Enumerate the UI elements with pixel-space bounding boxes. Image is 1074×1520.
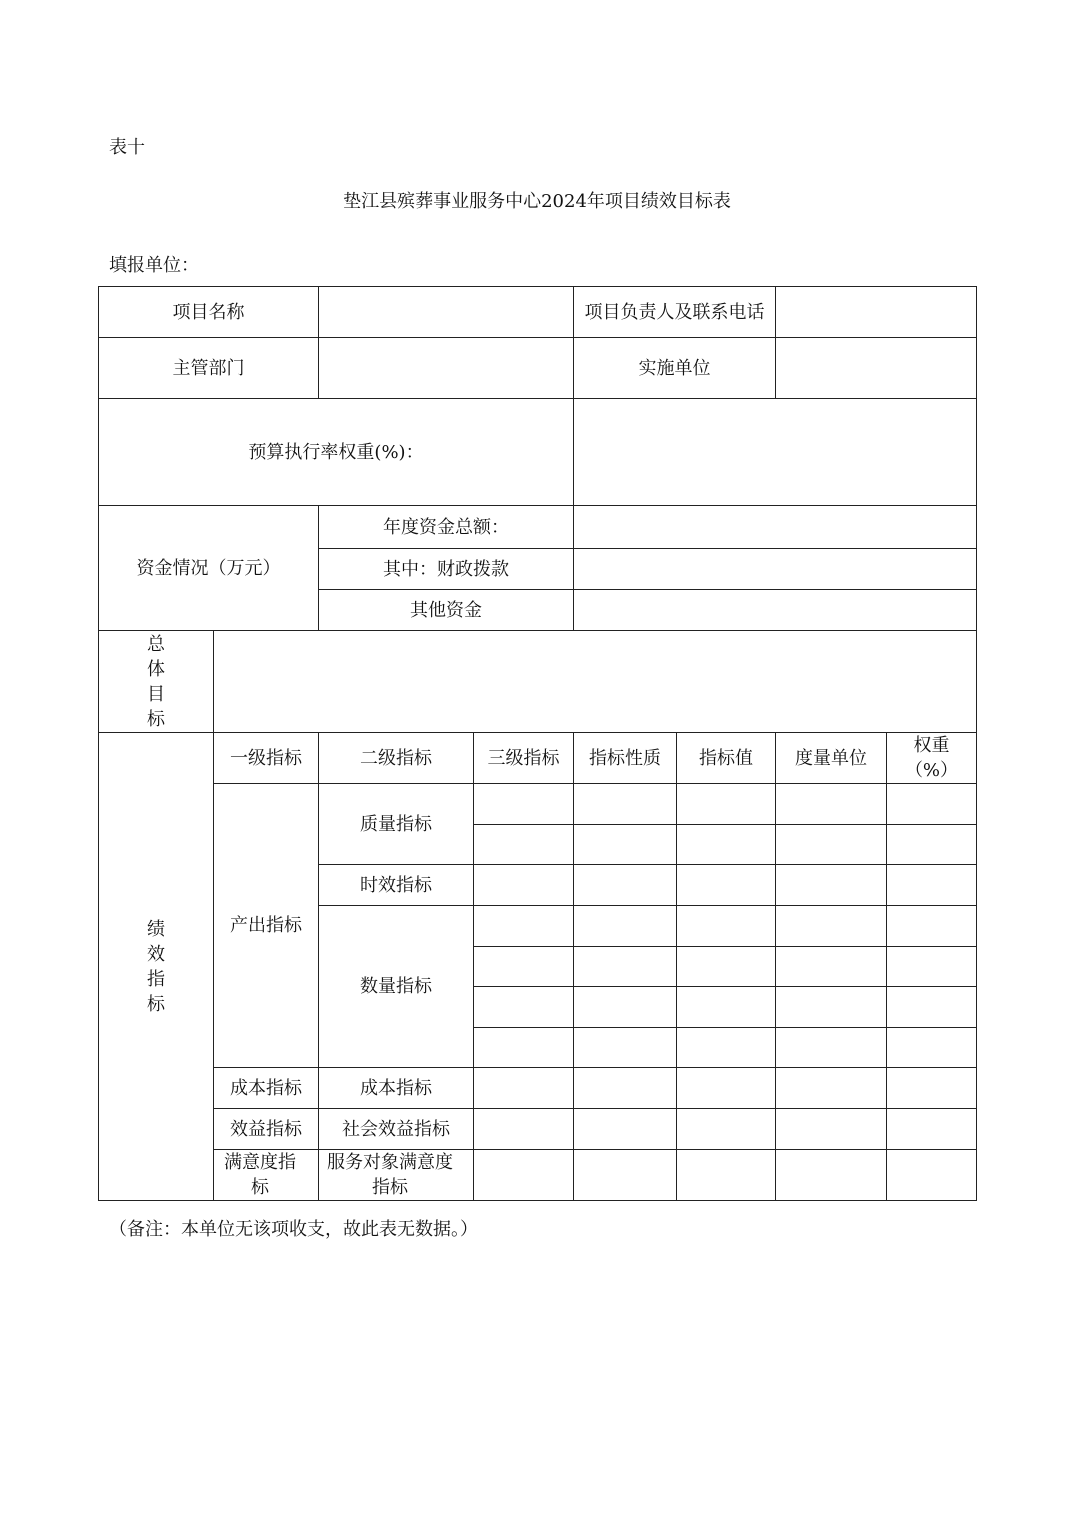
funds-fiscal-label: 其中：财政拨款	[319, 549, 574, 590]
cell[interactable]	[574, 784, 677, 825]
level1-satisfaction-text: 满意度指标	[224, 1152, 296, 1198]
cell[interactable]	[474, 865, 574, 906]
level2-service-satisfaction-text: 服务对象满意度指标	[327, 1152, 453, 1198]
filler-unit-label: 填报单位：	[109, 255, 199, 276]
funds-other-value[interactable]	[574, 590, 977, 631]
cell[interactable]	[887, 947, 977, 987]
cell[interactable]	[574, 1028, 677, 1068]
cell[interactable]	[474, 1109, 574, 1150]
level2-cost: 成本指标	[319, 1068, 474, 1109]
impl-unit-value[interactable]	[776, 338, 977, 399]
cell[interactable]	[776, 784, 887, 825]
indicators-section-label-text: 绩效指标	[146, 918, 165, 1015]
cell[interactable]	[677, 987, 776, 1028]
remark-note: （备注：本单位无该项收支，故此表无数据。）	[109, 1219, 478, 1240]
header-weight-text: 权重（%）	[904, 735, 959, 781]
header-level1: 一级指标	[214, 733, 319, 784]
cell[interactable]	[474, 784, 574, 825]
overall-goal-label	[99, 631, 214, 733]
funds-label-text: 资金情况（万元）	[136, 557, 281, 579]
cell[interactable]	[677, 1150, 776, 1201]
funds-other-label: 其他资金	[319, 590, 574, 631]
contact-value[interactable]	[776, 287, 977, 338]
cell[interactable]	[887, 1109, 977, 1150]
header-unit: 度量单位	[776, 733, 887, 784]
cell[interactable]	[574, 906, 677, 947]
cell[interactable]	[574, 947, 677, 987]
cell[interactable]	[776, 865, 887, 906]
cell[interactable]	[677, 1068, 776, 1109]
project-name-value[interactable]	[319, 287, 574, 338]
contact-label: 项目负责人及联系电话	[574, 287, 776, 338]
cell[interactable]	[887, 906, 977, 947]
cell[interactable]	[574, 865, 677, 906]
budget-rate-value[interactable]	[574, 399, 977, 506]
level1-satisfaction	[214, 1150, 319, 1201]
header-weight	[887, 733, 977, 784]
cell[interactable]	[474, 1028, 574, 1068]
cell[interactable]	[677, 865, 776, 906]
project-name-label: 项目名称	[99, 287, 319, 338]
cell[interactable]	[574, 1068, 677, 1109]
cell[interactable]	[574, 825, 677, 865]
table-number-label: 表十	[109, 137, 145, 158]
cell[interactable]	[887, 1068, 977, 1109]
level1-cost: 成本指标	[214, 1068, 319, 1109]
cell[interactable]	[887, 1028, 977, 1068]
cell[interactable]	[574, 1109, 677, 1150]
budget-rate-label: 预算执行率权重(%)：	[99, 399, 574, 506]
cell[interactable]	[776, 1109, 887, 1150]
header-nature: 指标性质	[574, 733, 677, 784]
indicators-section-label	[99, 733, 214, 1201]
cell[interactable]	[474, 1068, 574, 1109]
cell[interactable]	[677, 825, 776, 865]
level2-quantity: 数量指标	[319, 906, 474, 1068]
level2-timeliness: 时效指标	[319, 865, 474, 906]
cell[interactable]	[677, 947, 776, 987]
level2-social-benefit: 社会效益指标	[319, 1109, 474, 1150]
cell[interactable]	[776, 1068, 887, 1109]
cell[interactable]	[776, 1150, 887, 1201]
cell[interactable]	[887, 865, 977, 906]
cell[interactable]	[677, 906, 776, 947]
cell[interactable]	[887, 825, 977, 865]
cell[interactable]	[776, 987, 887, 1028]
cell[interactable]	[776, 825, 887, 865]
cell[interactable]	[677, 1028, 776, 1068]
cell[interactable]	[474, 947, 574, 987]
cell[interactable]	[677, 784, 776, 825]
cell[interactable]	[776, 947, 887, 987]
dept-value[interactable]	[319, 338, 574, 399]
funds-label	[99, 506, 319, 631]
cell[interactable]	[574, 987, 677, 1028]
header-value: 指标值	[677, 733, 776, 784]
dept-label: 主管部门	[99, 338, 319, 399]
performance-target-table	[98, 286, 977, 1201]
cell[interactable]	[776, 1028, 887, 1068]
cell[interactable]	[887, 784, 977, 825]
level2-service-satisfaction	[319, 1150, 474, 1201]
level1-benefit: 效益指标	[214, 1109, 319, 1150]
level1-output: 产出指标	[214, 784, 319, 1068]
overall-goal-value[interactable]	[214, 631, 977, 733]
header-level2: 二级指标	[319, 733, 474, 784]
cell[interactable]	[474, 825, 574, 865]
cell[interactable]	[474, 987, 574, 1028]
funds-total-value[interactable]	[574, 506, 977, 549]
cell[interactable]	[887, 987, 977, 1028]
overall-goal-label-text: 总体目标	[146, 633, 165, 730]
cell[interactable]	[887, 1150, 977, 1201]
cell[interactable]	[474, 906, 574, 947]
header-level3: 三级指标	[474, 733, 574, 784]
funds-total-label: 年度资金总额：	[319, 506, 574, 549]
impl-unit-label: 实施单位	[574, 338, 776, 399]
level2-quality: 质量指标	[319, 784, 474, 865]
cell[interactable]	[677, 1109, 776, 1150]
funds-fiscal-value[interactable]	[574, 549, 977, 590]
document-title: 垫江县殡葬事业服务中心2024年项目绩效目标表	[343, 191, 731, 212]
cell[interactable]	[474, 1150, 574, 1201]
cell[interactable]	[574, 1150, 677, 1201]
cell[interactable]	[776, 906, 887, 947]
